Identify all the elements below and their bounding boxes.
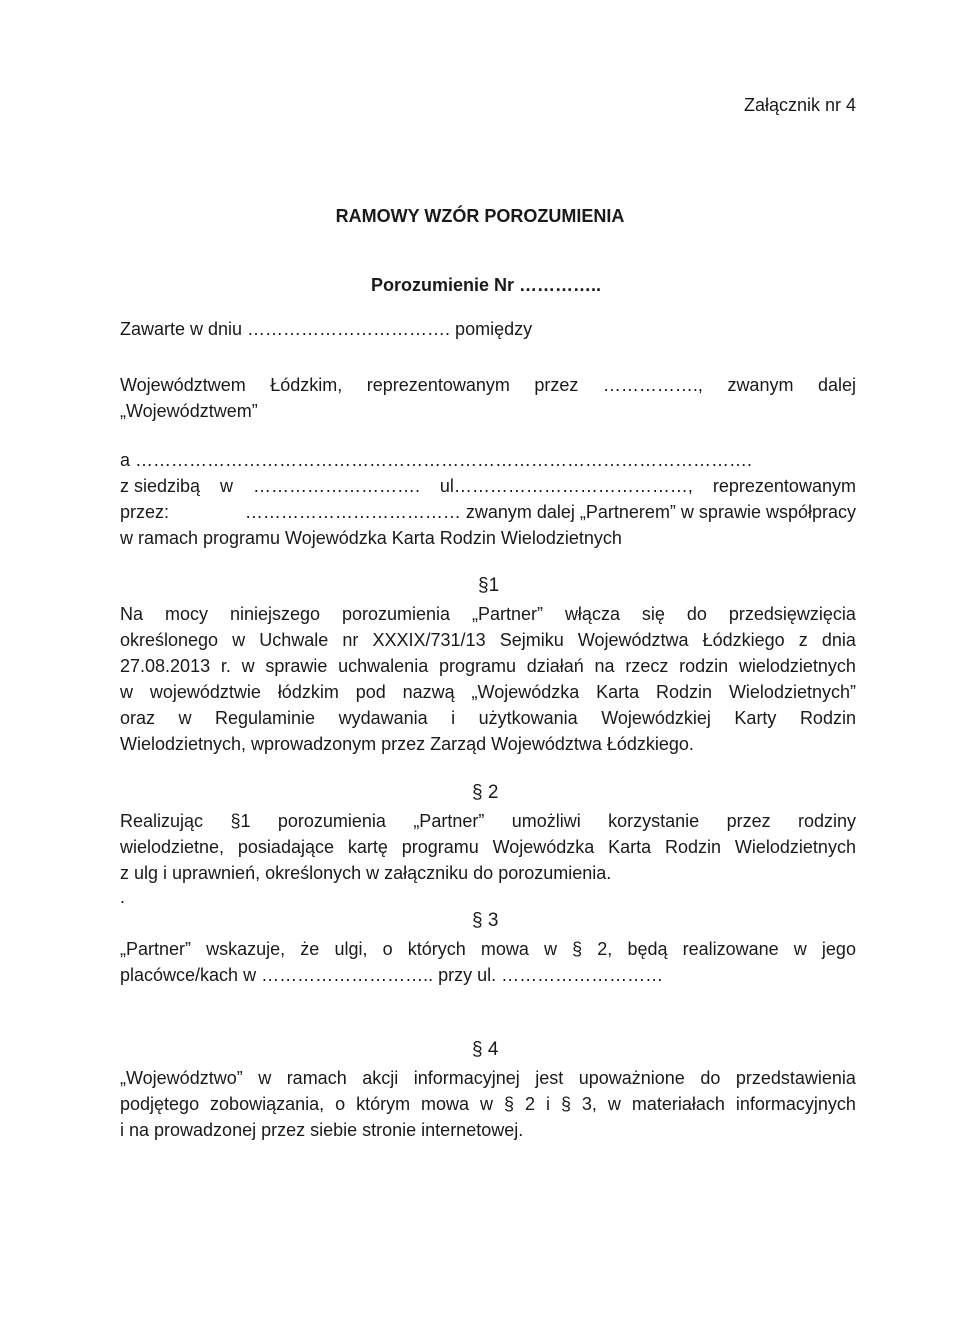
word: wskazuje, bbox=[206, 939, 286, 959]
word: włącza bbox=[564, 604, 620, 624]
paragraph-line bbox=[120, 1065, 856, 1091]
word: ulgi, bbox=[334, 939, 368, 959]
intro-line: a …………………………………………………………………………………………. bbox=[120, 450, 753, 470]
word: korzystanie bbox=[608, 811, 700, 831]
word: w bbox=[544, 939, 558, 959]
word: Łódzkiego bbox=[702, 630, 785, 650]
word: podjętego bbox=[120, 1094, 200, 1114]
intro-line: „Województwem” bbox=[120, 401, 258, 421]
document-title: RAMOWY WZÓR POROZUMIENIA bbox=[335, 206, 625, 226]
word: z bbox=[798, 630, 808, 650]
word: Rodzin bbox=[665, 837, 722, 857]
word: „Partner” bbox=[471, 604, 543, 624]
word: jest bbox=[535, 1068, 564, 1088]
word: Łódzkim, bbox=[270, 375, 343, 395]
word: informacyjnych bbox=[735, 1094, 856, 1114]
section-sign: § 3 bbox=[472, 910, 499, 931]
word: którym bbox=[356, 1094, 411, 1114]
word: na bbox=[594, 656, 615, 676]
word: porozumienia bbox=[341, 604, 451, 624]
word: z siedzibą bbox=[120, 476, 201, 496]
word: przez bbox=[726, 811, 771, 831]
word: Karty bbox=[734, 708, 777, 728]
word: Województwa bbox=[577, 630, 689, 650]
section-sign: §1 bbox=[478, 575, 500, 596]
word: wydawania bbox=[338, 708, 428, 728]
word: jego bbox=[821, 939, 856, 959]
word: i bbox=[545, 1094, 550, 1114]
section-sign: § 4 bbox=[472, 1039, 499, 1060]
word: Województwem bbox=[120, 375, 246, 395]
word: w bbox=[232, 630, 246, 650]
word: realizowane bbox=[682, 939, 779, 959]
word: Wojewódzka bbox=[492, 837, 595, 857]
word: Regulaminie bbox=[215, 708, 316, 728]
word: do bbox=[686, 604, 707, 624]
intro-line: w ramach programu Wojewódzka Karta Rodzin Wielodzietnych bbox=[120, 528, 622, 548]
word: Rodzin bbox=[656, 682, 713, 702]
word: w bbox=[607, 1094, 621, 1114]
word: 27.08.2013 bbox=[120, 656, 211, 676]
word: §1 bbox=[230, 811, 251, 831]
word: informacyjnej bbox=[413, 1068, 520, 1088]
word: w bbox=[241, 656, 255, 676]
word: rodziny bbox=[797, 811, 856, 831]
word: w bbox=[178, 708, 192, 728]
word: sprawie bbox=[265, 656, 328, 676]
word: których bbox=[407, 939, 466, 959]
word: mowa bbox=[421, 1094, 470, 1114]
word: przez bbox=[534, 375, 579, 395]
paragraph-line bbox=[120, 653, 856, 679]
word: dnia bbox=[821, 630, 856, 650]
intro-line: Zawarte w dniu ……………………………. pomiędzy bbox=[120, 319, 533, 339]
word: akcji bbox=[362, 1068, 399, 1088]
word: programu bbox=[438, 656, 516, 676]
word: niniejszego bbox=[229, 604, 320, 624]
word: działań bbox=[526, 656, 584, 676]
word: Wielodzietnych bbox=[734, 837, 856, 857]
word: r. bbox=[220, 656, 231, 676]
paragraph-line bbox=[120, 834, 856, 860]
word: do bbox=[700, 1068, 721, 1088]
word: użytkowania bbox=[478, 708, 578, 728]
word: nr bbox=[342, 630, 359, 650]
word: Rodzin bbox=[799, 708, 856, 728]
word: Sejmiku bbox=[499, 630, 564, 650]
paragraph-line bbox=[120, 705, 856, 731]
word: przez: bbox=[120, 502, 170, 522]
word: wielodzietnych bbox=[738, 656, 856, 676]
word: w bbox=[220, 476, 233, 496]
word: nazwą bbox=[402, 682, 455, 702]
word: programu bbox=[401, 837, 479, 857]
word: określonego bbox=[120, 630, 219, 650]
word: 3, bbox=[581, 1094, 597, 1114]
word: „Wojewódzka bbox=[471, 682, 580, 702]
paragraph-line bbox=[120, 627, 856, 653]
paragraph-line bbox=[120, 808, 856, 834]
word: rzecz bbox=[625, 656, 669, 676]
word: umożliwi bbox=[511, 811, 581, 831]
paragraph-line: . bbox=[120, 887, 126, 907]
word: w bbox=[480, 1094, 494, 1114]
paragraph-line bbox=[120, 936, 856, 962]
intro-line bbox=[120, 499, 856, 525]
paragraph-line: Wielodzietnych, wprowadzonym przez Zarząd Województwa Łódzkiego. bbox=[120, 734, 694, 754]
word: Wojewódzkiej bbox=[601, 708, 711, 728]
word: przedsięwzięcia bbox=[728, 604, 856, 624]
word: Karta bbox=[608, 837, 652, 857]
word: dalej bbox=[817, 375, 856, 395]
word: i bbox=[451, 708, 456, 728]
paragraph-line bbox=[120, 679, 856, 705]
word: będą bbox=[627, 939, 668, 959]
intro-line bbox=[120, 473, 856, 499]
word: porozumienia bbox=[277, 811, 386, 831]
paragraph-line bbox=[120, 601, 856, 627]
word: ………………………. bbox=[252, 476, 420, 496]
attachment-label: Załącznik nr 4 bbox=[743, 95, 856, 115]
word: „Partner” bbox=[413, 811, 485, 831]
word: ul…………………………………, bbox=[439, 476, 693, 496]
word: Uchwale bbox=[259, 630, 329, 650]
word: o bbox=[382, 939, 393, 959]
word: mocy bbox=[164, 604, 208, 624]
word: ramach bbox=[286, 1068, 347, 1088]
word: w bbox=[120, 682, 133, 702]
word: ……………………………… zwanym dalej „Partnerem” w sprawie współpracy bbox=[244, 502, 856, 522]
paragraph-line: i na prowadzonej przez siebie stronie internetowej. bbox=[120, 1120, 524, 1140]
word: posiadające bbox=[237, 837, 334, 857]
word: przedstawienia bbox=[735, 1068, 856, 1088]
word: materiałach bbox=[631, 1094, 725, 1114]
word: pod bbox=[355, 682, 386, 702]
word: rodzin bbox=[679, 656, 729, 676]
word: Karta bbox=[596, 682, 640, 702]
word: zobowiązania, bbox=[210, 1094, 325, 1114]
word: „Partner” bbox=[120, 939, 192, 959]
intro-line bbox=[120, 372, 856, 398]
word: w bbox=[793, 939, 807, 959]
word: „Województwo” bbox=[120, 1068, 243, 1088]
paragraph-line: placówce/kach w ……………………….. przy ul. ……………………… bbox=[120, 965, 664, 985]
word: o bbox=[335, 1094, 346, 1114]
agreement-number: Porozumienie Nr ………….. bbox=[370, 275, 602, 295]
section-sign: § 2 bbox=[472, 782, 499, 803]
word: w bbox=[258, 1068, 272, 1088]
word: § bbox=[560, 1094, 571, 1114]
word: § bbox=[504, 1094, 515, 1114]
word: oraz bbox=[120, 708, 156, 728]
word: łódzkim bbox=[277, 682, 339, 702]
paragraph-line bbox=[120, 1091, 856, 1117]
word: województwie bbox=[149, 682, 261, 702]
word: zwanym bbox=[727, 375, 794, 395]
paragraph-line: z ulg i uprawnień, określonych w załączniku do porozumienia. bbox=[120, 863, 612, 883]
word: 2, bbox=[597, 939, 613, 959]
word: mowa bbox=[480, 939, 529, 959]
word: Realizując bbox=[120, 811, 204, 831]
word: Na bbox=[120, 604, 144, 624]
word: Wielodzietnych” bbox=[728, 682, 856, 702]
word: XXXIX/731/13 bbox=[372, 630, 486, 650]
word: uchwalenia bbox=[338, 656, 429, 676]
word: kartę bbox=[347, 837, 388, 857]
word: upoważnione bbox=[578, 1068, 685, 1088]
word: § bbox=[572, 939, 583, 959]
word: się bbox=[641, 604, 665, 624]
word: że bbox=[300, 939, 320, 959]
word: reprezentowanym bbox=[712, 476, 856, 496]
word: ……………., bbox=[602, 375, 703, 395]
word: wielodzietne, bbox=[120, 837, 225, 857]
word: 2 bbox=[524, 1094, 535, 1114]
word: reprezentowanym bbox=[366, 375, 510, 395]
